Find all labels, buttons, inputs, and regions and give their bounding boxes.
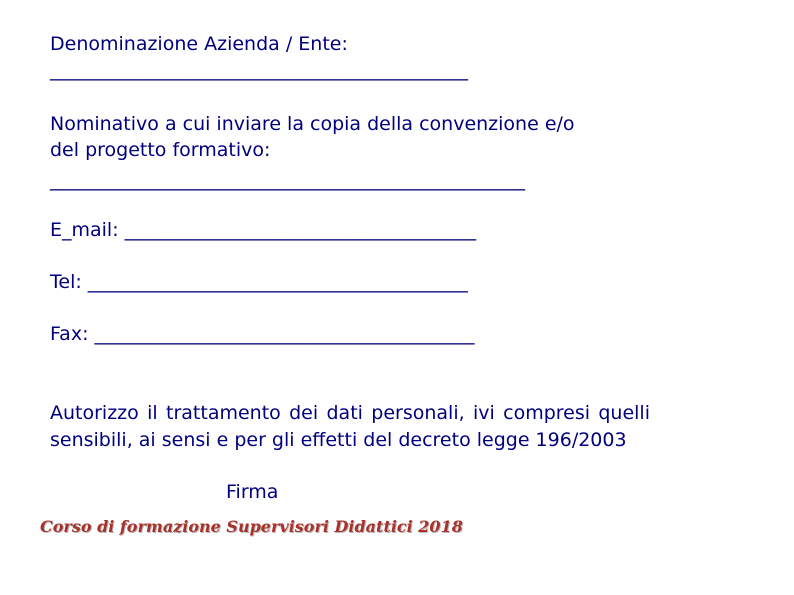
company-name-blank: ____________________________________________ [50, 59, 468, 81]
tel-field-line: Tel: ________________________________________ [50, 271, 468, 293]
consent-paragraph: Autorizzo il trattamento dei dati personali, ivi compresi quelli sensibili, ai sensi e per gli effetti del decreto legge 196/2003 [50, 402, 650, 451]
fax-field-line: Fax: ________________________________________ [50, 323, 475, 345]
recipient-label-line-2: del progetto formativo: [50, 139, 271, 161]
email-field-line: E_mail: _____________________________________ [50, 219, 477, 241]
recipient-blank: __________________________________________________ [50, 169, 525, 191]
course-footer: Corso di formazione Supervisori Didattici 2018 [40, 517, 463, 536]
signature-label: Firma [226, 481, 279, 503]
recipient-label-line-1: Nominativo a cui inviare la copia della convenzione e/o [50, 113, 575, 135]
company-name-label: Denominazione Azienda / Ente: [50, 33, 348, 55]
